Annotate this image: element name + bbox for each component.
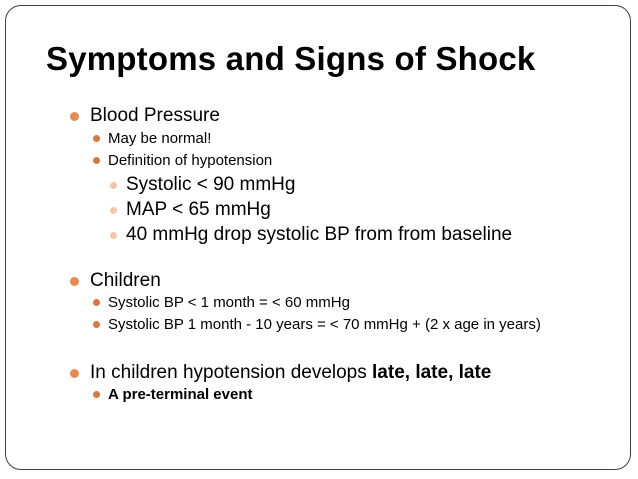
bullet-late bbox=[70, 362, 491, 384]
bullet-systolic-1month bbox=[93, 294, 350, 311]
bullet-dot-icon bbox=[93, 135, 100, 142]
bullet-dot-icon bbox=[70, 277, 79, 286]
bullet-map-65 bbox=[110, 199, 271, 221]
bullet-emphasis: late, late, late bbox=[372, 362, 492, 383]
bullet-text: MAP < 65 mmHg bbox=[126, 199, 271, 220]
bullet-dot-icon bbox=[93, 157, 100, 164]
bullet-systolic-1-10-years bbox=[93, 316, 541, 333]
bullet-text: A pre-terminal event bbox=[108, 386, 253, 403]
bullet-dot-icon bbox=[93, 321, 100, 328]
bullet-dot-icon bbox=[70, 369, 79, 378]
bullet-dot-icon bbox=[70, 112, 79, 121]
bullet-pre-terminal bbox=[93, 386, 253, 403]
bullet-children bbox=[70, 270, 161, 292]
bullet-dot-icon bbox=[93, 299, 100, 306]
bullet-text: Children bbox=[90, 270, 161, 291]
bullet-text: In children hypotension develops bbox=[90, 362, 373, 383]
bullet-blood-pressure bbox=[70, 105, 220, 127]
bullet-dot-icon bbox=[110, 207, 117, 214]
bullet-text: Systolic BP < 1 month = < 60 mmHg bbox=[108, 294, 350, 311]
bullet-drop-40 bbox=[110, 224, 512, 246]
bullet-systolic-90 bbox=[110, 174, 295, 196]
bullet-text: Systolic < 90 mmHg bbox=[126, 174, 296, 195]
bullet-text: May be normal! bbox=[108, 130, 212, 147]
slide-title: Symptoms and Signs of Shock bbox=[46, 40, 536, 77]
bullet-dot-icon bbox=[93, 391, 100, 398]
bullet-text: Systolic BP 1 month - 10 years = < 70 mmHg + (2 x age in years) bbox=[108, 316, 541, 333]
bullet-definition-hypotension bbox=[93, 152, 272, 169]
bullet-text: Blood Pressure bbox=[90, 105, 220, 126]
bullet-dot-icon bbox=[110, 182, 117, 189]
bullet-may-be-normal bbox=[93, 130, 211, 147]
bullet-dot-icon bbox=[110, 232, 117, 239]
bullet-text: 40 mmHg drop systolic BP from from baseline bbox=[126, 224, 513, 245]
bullet-text: Definition of hypotension bbox=[108, 152, 273, 169]
